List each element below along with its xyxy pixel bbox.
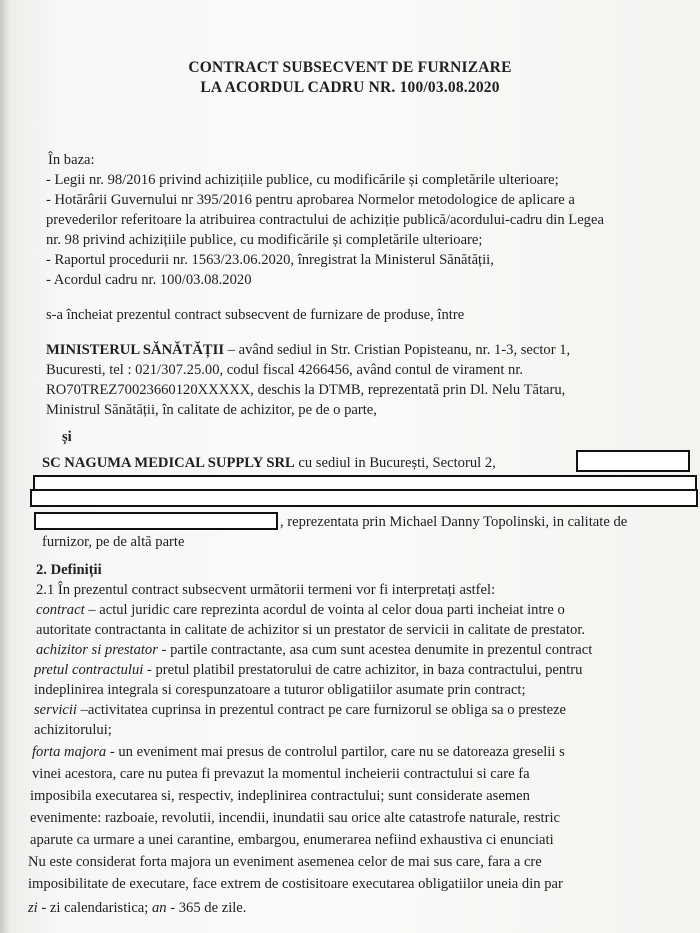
basis-intro: În baza: <box>48 152 95 168</box>
def-day-text: - zi calendaristica; <box>37 900 152 916</box>
def-force-text: - un eveniment mai presus de controlul partilor, care nu se datoreaza greselii s <box>106 744 565 760</box>
party1-line-3: RO70TREZ70023660120XXXXX, deschis la DTMB, reprezentată prin Dl. Nelu Tătaru, <box>46 382 566 398</box>
title-line-2: LA ACORDUL CADRU NR. 100/03.08.2020 <box>200 79 500 96</box>
def-force-5: aparute ca urmare a unei carantine, embargou, enumerarea nefiind exhaustiva ci enunciati <box>30 832 554 848</box>
basis-item-6: - Acordul cadru nr. 100/03.08.2020 <box>46 272 252 288</box>
concluded-text: s-a încheiat prezentul contract subsecvent de furnizare de produse, între <box>46 307 465 323</box>
party1-name: MINISTERUL SĂNĂTĂȚII <box>46 342 225 358</box>
basis-item-1: - Legii nr. 98/2016 privind achizițiile publice, cu modificările și completările ulterioare; <box>46 172 559 188</box>
def-contract-term: contract <box>36 602 85 618</box>
basis-item-4: nr. 98 privind achizițiile publice, cu modificările și completările ulterioare; <box>46 232 483 248</box>
def-services-term: servicii <box>34 702 77 718</box>
def-year-text: - 365 de zile. <box>166 900 247 916</box>
def-force <box>32 742 700 762</box>
title-line-1: CONTRACT SUBSECVENT DE FURNIZARE <box>188 59 512 76</box>
party2-address: cu sediul in București, Sectorul 2, <box>294 455 496 471</box>
def-force-3: imposibila executarea si, respectiv, indeplinirea contractului; sunt considerate asemen <box>30 788 530 804</box>
redaction-box-1 <box>576 450 690 472</box>
def-contract-text: – actul juridic care reprezinta acordul de vointa al celor doua parti incheiat intre o <box>84 602 565 618</box>
basis-item-2: - Hotărârii Guvernului nr 395/2016 pentru aprobarea Normelor metodologice de aplicare a <box>46 192 575 208</box>
def-services <box>34 700 700 720</box>
def-parties-term: achizitor si prestator <box>36 642 158 658</box>
document-title <box>0 58 700 98</box>
def-force-6: Nu este considerat forta majora un eveniment asemenea celor de mai sus care, fara a cre <box>28 854 542 870</box>
def-parties-text: - partile contractante, asa cum sunt acestea denumite in prezentul contract <box>157 642 593 658</box>
and-word: și <box>62 429 72 445</box>
def-force-2: vinei acestora, care nu putea fi prevazut la momentul incheierii contractului si care fa <box>32 766 530 782</box>
def-services-2: achizitorului; <box>34 722 112 738</box>
section2-heading: 2. Definiții <box>36 562 102 578</box>
def-day-term: zi <box>28 900 38 916</box>
section2-intro: 2.1 În prezentul contract subsecvent următorii termeni vor fi interpretați astfel: <box>36 582 496 598</box>
basis-item-3: prevederilor referitoare la atribuirea contractului de achiziție publică/acordului-cadru din Legea <box>46 212 604 228</box>
def-force-4: evenimente: razboaie, revolutii, incendii, inundatii sau orice alte catastrofe naturale, restric <box>30 810 561 826</box>
def-force-term: forta majora <box>32 744 107 760</box>
def-contract <box>36 600 700 620</box>
page-edge-shadow <box>0 0 10 933</box>
party1-line-1 <box>46 340 700 360</box>
def-price-term: pretul contractului <box>34 662 144 678</box>
party2-line-3: , reprezentata prin Michael Danny Topolinski, in calitate de <box>280 514 628 530</box>
party1-address: – având sediul in Str. Cristian Popisteanu, nr. 1-3, sector 1, <box>224 342 571 358</box>
basis-item-5: - Raportul procedurii nr. 1563/23.06.2020, înregistrat la Ministerul Sănătății, <box>46 252 494 268</box>
def-contract-2: autoritate contractanta in calitate de achizitor si un prestator de servicii in calitate de prestator. <box>36 622 586 638</box>
def-price-2: indeplinirea integrala si corespunzatoare a tuturor obligatiilor asumate prin contract; <box>34 682 526 698</box>
def-services-text: –activitatea cuprinsa in prezentul contract pe care furnizorul se obliga sa o presteze <box>76 702 567 718</box>
def-price <box>34 660 700 680</box>
party2-name: SC NAGUMA MEDICAL SUPPLY SRL <box>42 455 295 471</box>
redaction-box-4 <box>34 512 278 530</box>
party1-line-2: Bucuresti, tel : 021/307.25.00, codul fiscal 4266456, având contul de virament nr. <box>46 362 524 378</box>
party2-line-4: furnizor, pe de altă parte <box>42 534 185 550</box>
def-year-term: an <box>152 900 167 916</box>
def-force-7: imposibilitate de executare, face extrem de costisitoare executarea obligatiilor uneia din par <box>28 876 563 892</box>
def-parties <box>36 640 700 660</box>
def-day-year <box>28 898 700 918</box>
def-price-text: - pretul platibil prestatorului de catre achizitor, in baza contractului, pentru <box>143 662 583 678</box>
party1-line-4: Ministrul Sănătății, în calitate de achizitor, pe de o parte, <box>46 402 377 418</box>
redaction-box-3 <box>30 489 698 507</box>
